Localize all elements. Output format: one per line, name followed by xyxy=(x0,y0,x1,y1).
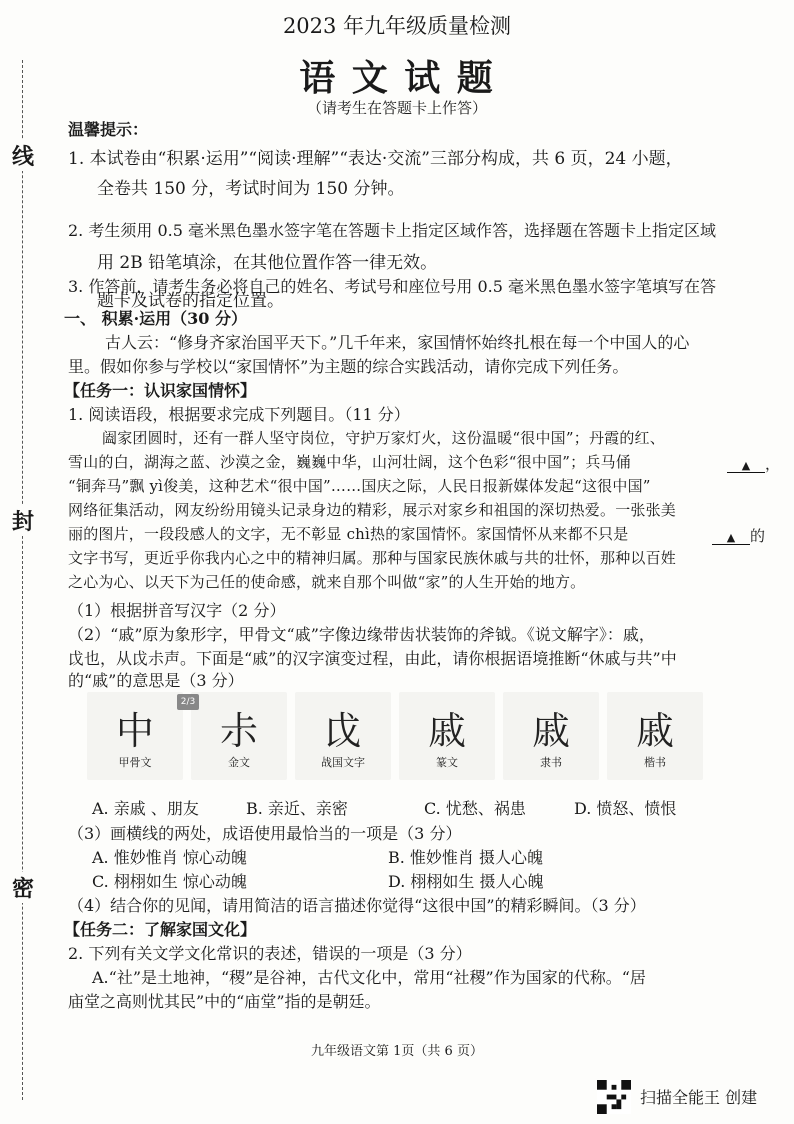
evolution-cell xyxy=(87,692,183,780)
passage-line: 文字书写，更近乎你我内心之中的精神归属。那种与国家民族休戚与共的壮怀，那种以百姓 xyxy=(68,549,677,567)
q1-sub2-line: 戉也，从戉尗声。下面是“戚”的汉字演变过程，由此，请你根据语境推断“休戚与共”中 xyxy=(68,649,677,668)
notice-line: 3. 作答前，请考生务必将自己的姓名、考试号和座位号用 0.5 毫米黑色墨水签字笔填写在答 xyxy=(68,277,716,296)
evolution-cell xyxy=(295,692,391,780)
q2-stem: 2. 下列有关文学文化常识的表述，错误的一项是（3 分） xyxy=(68,944,472,963)
option: D. 栩栩如生 摄人心魄 xyxy=(388,872,544,891)
option: B. 亲近、亲密 xyxy=(246,799,348,818)
option: A. 惟妙惟肖 惊心动魄 xyxy=(92,848,247,867)
q1-sub2-line: （2）“戚”原为象形字，甲骨文“戚”字像边缘带齿状装饰的斧钺。《说文解字》：戚， xyxy=(68,625,655,644)
notice-line: 全卷共 150 分，考试时间为 150 分钟。 xyxy=(97,179,405,199)
q1-sub2-line: 的“戚”的意思是（3 分） xyxy=(68,671,244,690)
section-heading: 一、 积累·运用（30 分） xyxy=(64,309,247,328)
q1-sub1: （1）根据拼音写汉字（2 分） xyxy=(68,601,286,620)
section-intro-line: 古人云：“修身齐家治国平天下。”几千年来，家国情怀始终扎根在每一个中国人的心 xyxy=(105,333,690,352)
notice-line: 用 2B 铅笔填涂，在其他位置作答一律无效。 xyxy=(97,253,438,273)
notice-title: 温馨提示： xyxy=(68,120,149,139)
evolution-glyph: 戚 xyxy=(531,709,570,753)
section-intro-line: 里。假如你参与学校以“家国情怀”为主题的综合实践活动，请你完成下列任务。 xyxy=(68,357,629,376)
passage-line: 丽的图片，一段段感人的文字，无不彰显 chì热的家国情怀。家国情怀从来都不只是 xyxy=(68,525,629,543)
binding-mark-seal: 封 xyxy=(12,505,34,536)
evolution-glyph: 戚 xyxy=(427,709,466,753)
evolution-label: 战国文字 xyxy=(321,756,365,769)
passage-line: 阖家团圆时，还有一群人坚守岗位，守护万家灯火，这份温暖“很中国”；丹霞的红、 xyxy=(102,429,665,447)
subject-title: 语 文 试 题 xyxy=(299,57,495,99)
passage-line: 雪山的白，湖海之蓝、沙漠之金，巍巍中华，山河壮阔，这个色彩“很中国”；兵马俑 xyxy=(68,453,631,471)
evolution-label: 隶书 xyxy=(540,756,562,769)
page-badge: 2/3 xyxy=(177,694,199,710)
evolution-label: 篆文 xyxy=(436,756,458,769)
passage-line: 之心为心、以天下为己任的使命感，就来自那个叫做“家”的人生开始的地方。 xyxy=(68,573,586,591)
q1-stem: 1. 阅读语段，根据要求完成下列题目。（11 分） xyxy=(68,405,410,424)
scanner-watermark: 扫描全能王 创建 xyxy=(640,1088,758,1107)
binding-line xyxy=(22,60,23,1100)
evolution-cell xyxy=(191,692,287,780)
q1-sub4: （4）结合你的见闻，请用简洁的语言描述你觉得“这很中国”的精彩瞬间。（3 分） xyxy=(68,896,646,915)
q2-option-a: 庙堂之高则忧其民”中的“庙堂”指的是朝廷。 xyxy=(68,992,381,1011)
passage-line: 网络征集活动，网友纷纷用镜头记录身边的精彩，展示对家乡和祖国的深切热爱。一张张美 xyxy=(68,501,677,519)
notice-line: 1. 本试卷由“积累·运用”“阅读·理解”“表达·交流”三部分构成，共 6 页，24 小题， xyxy=(68,149,683,169)
option: D. 愤怒、愤恨 xyxy=(574,799,677,818)
binding-mark-secret: 密 xyxy=(12,872,34,903)
task2-heading: 【任务二：了解家国文化】 xyxy=(64,920,257,939)
subtitle: （请考生在答题卡上作答） xyxy=(306,99,487,117)
evolution-label: 金文 xyxy=(228,756,250,769)
option: C. 栩栩如生 惊心动魄 xyxy=(92,872,247,891)
evolution-label: 楷书 xyxy=(644,756,666,769)
evolution-cell xyxy=(503,692,599,780)
evolution-cell xyxy=(607,692,703,780)
evolution-glyph: 戉 xyxy=(323,709,362,753)
binding-mark-line: 线 xyxy=(12,140,34,171)
notice-line: 题卡及试卷的指定位置。 xyxy=(97,291,284,311)
exam-name: 2023 年九年级质量检测 xyxy=(282,14,512,38)
page-footer: 九年级语文第 1页（共 6 页） xyxy=(311,1044,483,1059)
evolution-glyph: 戚 xyxy=(635,709,674,753)
option: B. 惟妙惟肖 摄人心魄 xyxy=(388,848,544,867)
task1-heading: 【任务一：认识家国情怀】 xyxy=(64,381,257,400)
passage-line: “铜奔马”飘 yì俊美，这种艺术“很中国”……国庆之际，人民日报新媒体发起“这很中国” xyxy=(68,477,651,495)
evolution-glyph: 尗 xyxy=(219,709,258,753)
q2-option-a: A.“社”是土地神，“稷”是谷神，古代文化中，常用“社稷”作为国家的代称。“居 xyxy=(92,968,646,987)
option: A. 亲戚 、朋友 xyxy=(92,799,199,818)
notice-line: 2. 考生须用 0.5 毫米黑色墨水签字笔在答题卡上指定区域作答，选择题在答题卡上指定区域 xyxy=(68,221,716,240)
option: C. 忧愁、祸患 xyxy=(424,799,526,818)
evolution-glyph: 中 xyxy=(115,709,154,753)
evolution-label: 甲骨文 xyxy=(118,756,152,769)
qr-code-icon xyxy=(597,1080,631,1114)
q1-sub3: （3）画横线的两处，成语使用最恰当的一项是（3 分） xyxy=(68,824,462,843)
blank-2: ▲ 的 xyxy=(712,525,765,546)
evolution-cell xyxy=(399,692,495,780)
blank-1: ▲ ， xyxy=(727,453,780,474)
